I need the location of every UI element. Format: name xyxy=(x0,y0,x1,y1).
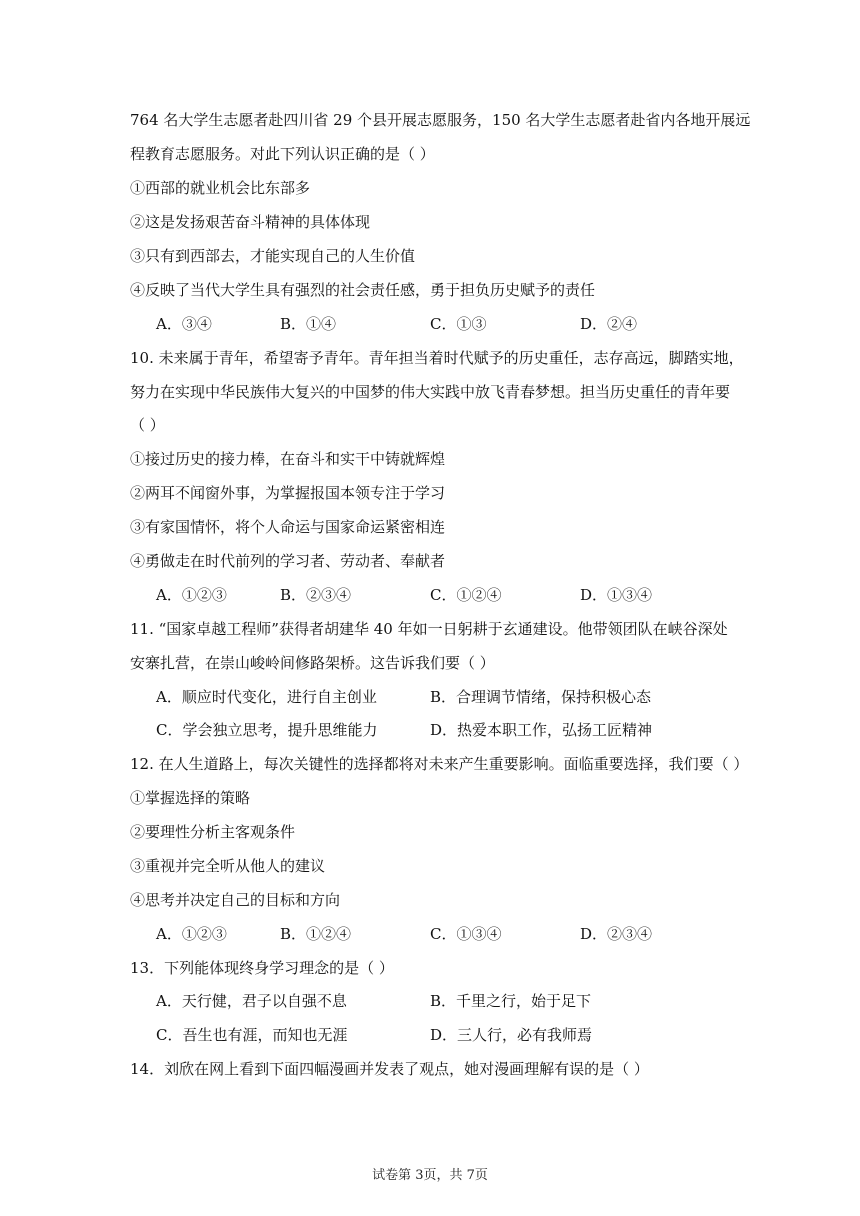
q11-stem-line-1: 11. “国家卓越工程师”获得者胡建华 40 年如一日躬耕于玄通建设。他带领团队在峡谷深处 xyxy=(130,620,728,638)
q10-option-b: B．②③④ xyxy=(280,586,352,604)
q13-option-c: C．吾生也有涯，而知也无涯 xyxy=(156,1026,348,1044)
q9-option-a: A．③④ xyxy=(156,315,212,333)
q10-item-3: ③有家国情怀，将个人命运与国家命运紧密相连 xyxy=(130,518,446,536)
q10-option-c: C．①②④ xyxy=(430,586,502,604)
q11-stem-line-2: 安寨扎营，在崇山峻岭间修路架桥。这告诉我们要（ ） xyxy=(130,654,495,672)
q12-item-3: ③重视并完全听从他人的建议 xyxy=(130,857,326,875)
q12-stem-line-1: 12. 在人生道路上，每次关键性的选择都将对未来产生重要影响。面临重要选择，我们要（ ） xyxy=(130,755,749,773)
q10-item-1: ①接过历史的接力棒，在奋斗和实干中铸就辉煌 xyxy=(130,450,446,468)
q10-stem-line-3: （ ） xyxy=(130,416,165,434)
q13-option-a: A．天行健，君子以自强不息 xyxy=(156,992,347,1010)
q12-item-2: ②要理性分析主客观条件 xyxy=(130,823,296,841)
q11-option-d: D．热爱本职工作，弘扬工匠精神 xyxy=(430,721,653,739)
q10-option-d: D．①③④ xyxy=(580,586,653,604)
q12-item-1: ①掌握选择的策略 xyxy=(130,789,251,807)
q9-option-c: C．①③ xyxy=(430,315,487,333)
q9-item-1: ①西部的就业机会比东部多 xyxy=(130,179,311,197)
q9-option-d: D．②④ xyxy=(580,315,638,333)
q11-option-a: A．顺应时代变化，进行自主创业 xyxy=(156,688,377,706)
q12-option-d: D．②③④ xyxy=(580,925,653,943)
q9-option-b: B．①④ xyxy=(280,315,337,333)
q10-item-4: ④勇做走在时代前列的学习者、劳动者、奉献者 xyxy=(130,552,446,570)
q13-stem-line-1: 13．下列能体现终身学习理念的是（ ） xyxy=(130,959,394,977)
q9-stem-line-1: 764 名大学生志愿者赴四川省 29 个县开展志愿服务，150 名大学生志愿者赴省内各地开展远 xyxy=(130,111,751,129)
page-footer: 试卷第 3页，共 7页 xyxy=(372,1168,488,1183)
q11-option-c: C．学会独立思考，提升思维能力 xyxy=(156,721,378,739)
q14-stem-line-1: 14．刘欣在网上看到下面四幅漫画并发表了观点，她对漫画理解有误的是（ ） xyxy=(130,1060,649,1078)
q11-option-b: B．合理调节情绪，保持积极心态 xyxy=(430,688,652,706)
q13-option-d: D．三人行，必有我师焉 xyxy=(430,1026,593,1044)
q9-item-4: ④反映了当代大学生具有强烈的社会责任感，勇于担负历史赋予的责任 xyxy=(130,281,596,299)
q9-item-3: ③只有到西部去，才能实现自己的人生价值 xyxy=(130,247,416,265)
q12-option-c: C．①③④ xyxy=(430,925,502,943)
q10-option-a: A．①②③ xyxy=(156,586,227,604)
q9-stem-line-2: 程教育志愿服务。对此下列认识正确的是（ ） xyxy=(130,145,435,163)
q10-stem-line-2: 努力在实现中华民族伟大复兴的中国梦的伟大实践中放飞青春梦想。担当历史重任的青年要 xyxy=(130,383,731,401)
q9-item-2: ②这是发扬艰苦奋斗精神的具体体现 xyxy=(130,213,371,231)
q12-item-4: ④思考并决定自己的目标和方向 xyxy=(130,891,341,909)
q12-option-b: B．①②④ xyxy=(280,925,352,943)
q13-option-b: B．千里之行，始于足下 xyxy=(430,992,592,1010)
q10-stem-line-1: 10. 未来属于青年，希望寄予青年。青年担当着时代赋予的历史重任，志存高远，脚踏实地， xyxy=(130,349,744,367)
q12-option-a: A．①②③ xyxy=(156,925,227,943)
q10-item-2: ②两耳不闻窗外事，为掌握报国本领专注于学习 xyxy=(130,484,446,502)
